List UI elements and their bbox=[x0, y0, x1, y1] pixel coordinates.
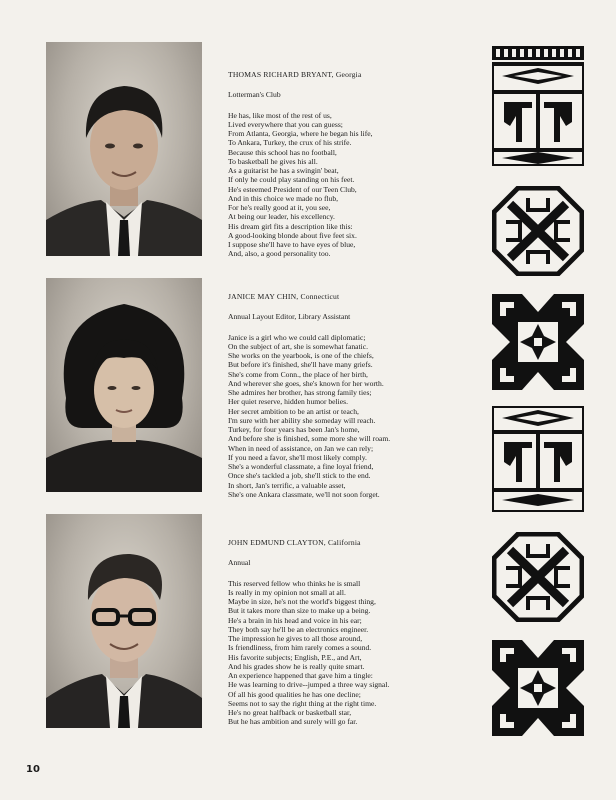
poem-line: Seems not to say the right thing at the right time. bbox=[228, 698, 377, 708]
poem-line: They both say he'll be an electronics engineer. bbox=[228, 624, 369, 634]
poem-line: This reserved fellow who thinks he is small bbox=[228, 578, 361, 588]
student-bio-3 bbox=[228, 538, 478, 727]
student-activities: Annual Layout Editor, Library Assistant bbox=[228, 312, 351, 322]
poem-line: He has, like most of the rest of us, bbox=[228, 110, 332, 120]
poem-line: And wherever she goes, she's known for her worth. bbox=[228, 378, 384, 388]
page-number: 10 bbox=[26, 764, 40, 775]
poem-line: And his grades show he is really quite smart. bbox=[228, 661, 365, 671]
poem-line: From Atlanta, Georgia, where he began his life, bbox=[228, 129, 373, 138]
octagon-cross-pattern-icon-2 bbox=[492, 532, 584, 622]
poem-line: As a guitarist he has a swingin' beat, bbox=[228, 166, 339, 175]
portrait-image bbox=[46, 278, 202, 492]
poem-line: I suppose she'll have to have eyes of blue, bbox=[228, 240, 356, 249]
poem-line: Lived everywhere that you can guess; bbox=[228, 119, 343, 129]
student-photo-2 bbox=[46, 278, 202, 492]
poem-line: The impression he gives to all those around, bbox=[228, 634, 363, 643]
poem-line: Because this school has no football, bbox=[228, 147, 337, 157]
student-name: JANICE MAY CHIN, Connecticut bbox=[228, 292, 340, 301]
student-photo-1 bbox=[46, 42, 202, 256]
poem-line: His dream girl fits a description like this: bbox=[228, 221, 353, 231]
student-name: JOHN EDMUND CLAYTON, California bbox=[228, 538, 361, 547]
portrait-image bbox=[46, 514, 202, 728]
poem-line: In short, Jan's terrific, a valuable asset, bbox=[228, 480, 346, 490]
poem-line: She's come from Conn., the place of her birth, bbox=[228, 369, 368, 379]
poem-line: But before it's finished, she'll have many griefs. bbox=[228, 360, 373, 370]
poem-line: She's one Ankara classmate, we'll not soon forget. bbox=[228, 489, 380, 499]
poem-line: And in this choice we made no flub, bbox=[228, 193, 339, 203]
poem-line: He's no great halfback or basketball star, bbox=[228, 708, 352, 717]
student-poem bbox=[228, 111, 478, 259]
poem-line: But he has ambition and surely will go far. bbox=[228, 717, 358, 727]
poem-line: And before she is finished, some more she will roam. bbox=[228, 434, 391, 444]
poem-line: Of all his good qualities he has one decline; bbox=[228, 689, 361, 699]
poem-line: He was learning to drive--jumped a three way signal. bbox=[228, 680, 390, 690]
poem-line: To basketball he gives his all. bbox=[228, 156, 318, 166]
poem-line: She admires her brother, has strong family ties; bbox=[228, 388, 372, 397]
poem-line: I'm sure with her ability she someday will reach. bbox=[228, 415, 376, 425]
tribal-pattern-figure-icon bbox=[492, 46, 584, 166]
poem-line: When in need of assistance, on Jan we can rely; bbox=[228, 443, 374, 453]
poem-line: Her quiet reserve, hidden humor belies. bbox=[228, 397, 348, 407]
student-poem bbox=[228, 579, 478, 727]
student-bio-2 bbox=[228, 292, 478, 499]
poem-line: On the subject of art, she is somewhat fanatic. bbox=[228, 341, 369, 351]
poem-line: Her secret ambition to be an artist or teach, bbox=[228, 406, 359, 416]
student-photo-3 bbox=[46, 514, 202, 728]
poem-line: If you need a favor, she'll most likely comply. bbox=[228, 452, 367, 462]
poem-line: Is really in my opinion not small at all. bbox=[228, 587, 346, 597]
student-activities: Lotterman's Club bbox=[228, 90, 281, 100]
poem-line: For he's really good at it, you see, bbox=[228, 203, 331, 212]
poem-line: He's esteemed President of our Teen Club, bbox=[228, 184, 357, 194]
poem-line: But it takes more than size to make up a being. bbox=[228, 606, 371, 616]
tribal-pattern-figure-icon-2 bbox=[492, 406, 584, 512]
poem-line: She works on the yearbook, is one of the chiefs, bbox=[228, 351, 374, 360]
star-block-pattern-icon-2 bbox=[492, 640, 584, 736]
student-activities: Annual bbox=[228, 558, 251, 568]
poem-line: Is friendliness, from him rarely comes a sound. bbox=[228, 643, 372, 653]
poem-line: His favorite subjects; English, P.E., and Art, bbox=[228, 652, 362, 662]
poem-line: Turkey, for four years has been Jan's home, bbox=[228, 425, 360, 434]
poem-line: To Ankara, Turkey, the crux of his strife. bbox=[228, 138, 352, 148]
poem-line: And, also, a good personality too. bbox=[228, 249, 331, 259]
octagon-cross-pattern-icon bbox=[492, 186, 584, 276]
poem-line: Once she's tackled a job, she'll stick to the end. bbox=[228, 471, 371, 481]
poem-line: Janice is a girl who we could call diplomatic; bbox=[228, 332, 366, 342]
poem-line: Maybe in size, he's not the world's biggest thing, bbox=[228, 597, 376, 606]
poem-line: An experience happened that gave him a tingle: bbox=[228, 671, 373, 680]
poem-line: At being our leader, his excellency. bbox=[228, 212, 335, 222]
poem-line: She's a wonderful classmate, a fine loyal friend, bbox=[228, 462, 374, 471]
star-block-pattern-icon bbox=[492, 294, 584, 390]
poem-line: He's a brain in his head and voice in his ear; bbox=[228, 615, 362, 625]
student-name: THOMAS RICHARD BRYANT, Georgia bbox=[228, 70, 362, 79]
portrait-image bbox=[46, 42, 202, 256]
poem-line: A good-looking blonde about five feet six. bbox=[228, 230, 357, 240]
student-poem bbox=[228, 333, 478, 500]
student-bio-1 bbox=[228, 70, 478, 259]
poem-line: If only he could play standing on his feet. bbox=[228, 175, 355, 185]
